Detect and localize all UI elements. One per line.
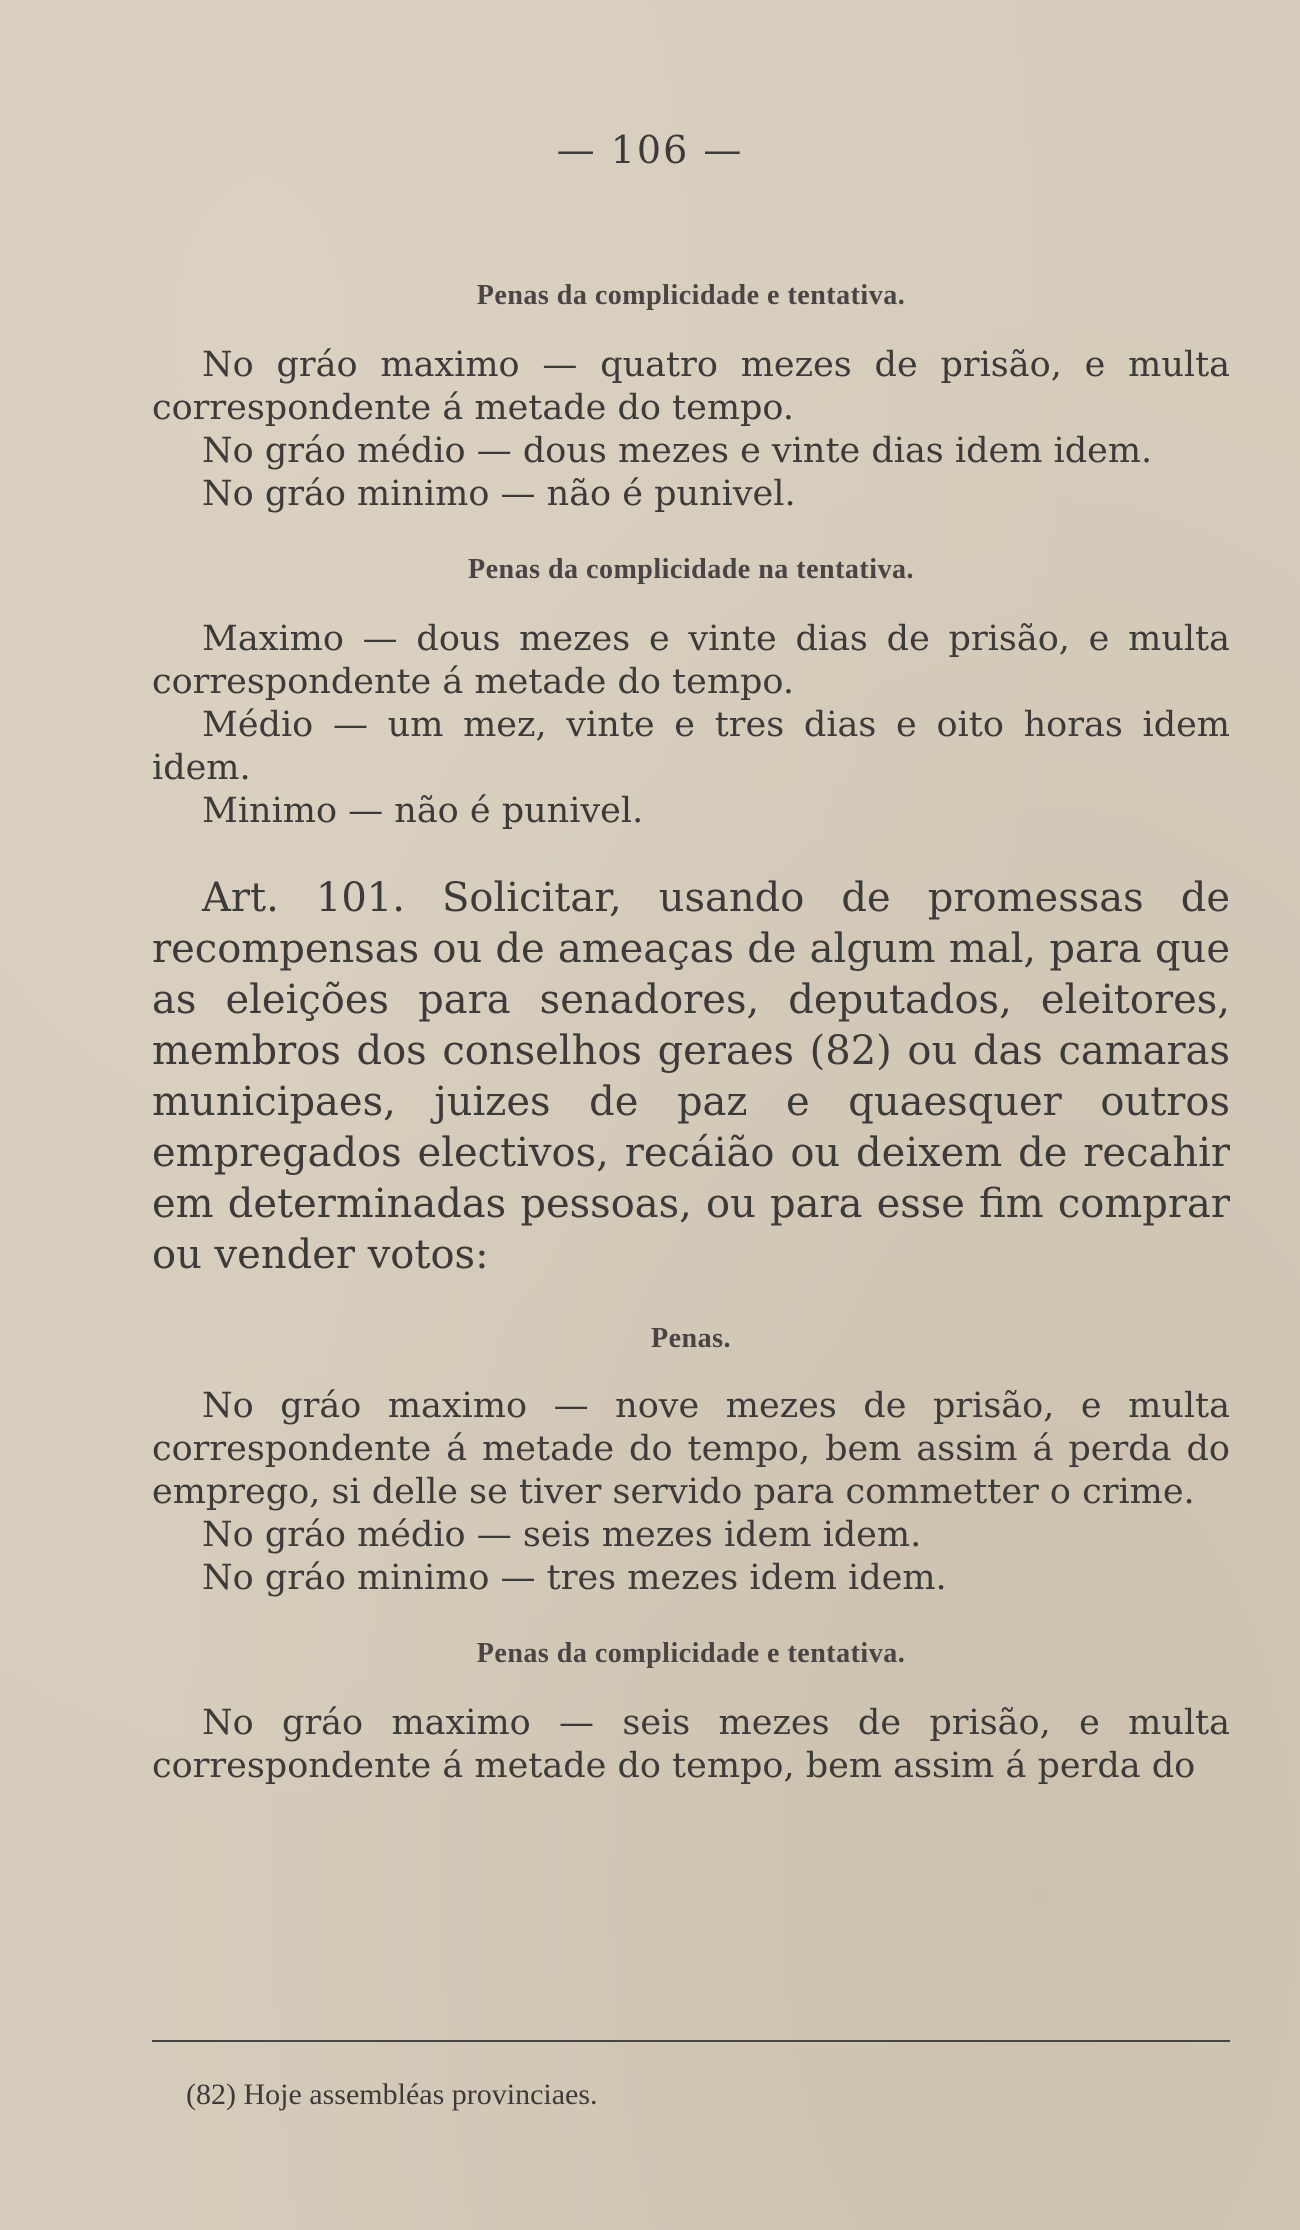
section-heading: Penas da complicidade e tentativa. [476, 280, 906, 311]
section-heading: Penas da complicidade e tentativa. [476, 1638, 906, 1669]
footnote-divider [152, 2040, 1230, 2042]
paragraph: No gráo minimo — tres mezes idem idem. [202, 1558, 947, 1598]
page-body [152, 280, 1230, 1788]
footnote: (82) Hoje assembléas provinciaes. [186, 2078, 598, 2111]
page-number: — 106 — [556, 128, 744, 172]
paragraph: No gráo minimo — não é punivel. [202, 474, 796, 514]
paragraph: Minimo — não é punivel. [202, 791, 644, 831]
paragraph: No gráo maximo — quatro mezes de prisão, e multa correspondente á metade do tempo. [152, 345, 1230, 428]
section-heading: Penas. [651, 1323, 731, 1354]
article-paragraph: Art. 101. Solicitar, usando de promessas de recompensas ou de ameaças de algum mal, para que as eleições para senadores, deputados, eleitores, membros dos conselhos geraes (82) ou das camaras municipaes, juizes de paz e quaesquer outros empregados electivos, recáião ou deixem de recahir em determinadas pessoas, ou para esse fim comprar ou vender votos: [152, 875, 1230, 1278]
paragraph: Maximo — dous mezes e vinte dias de prisão, e multa correspondente á metade do tempo. [152, 619, 1230, 702]
paragraph: No gráo médio — seis mezes idem idem. [202, 1515, 922, 1555]
paragraph: Médio — um mez, vinte e tres dias e oito horas idem idem. [152, 705, 1230, 788]
paragraph: No gráo maximo — nove mezes de prisão, e multa correspondente á metade do tempo, bem assim á perda do emprego, si delle se tiver servido para commetter o crime. [152, 1386, 1230, 1512]
paragraph: No gráo médio — dous mezes e vinte dias idem idem. [202, 431, 1153, 471]
section-heading: Penas da complicidade na tentativa. [467, 554, 915, 585]
paragraph: No gráo maximo — seis mezes de prisão, e multa correspondente á metade do tempo, bem assim á perda do [152, 1703, 1230, 1786]
